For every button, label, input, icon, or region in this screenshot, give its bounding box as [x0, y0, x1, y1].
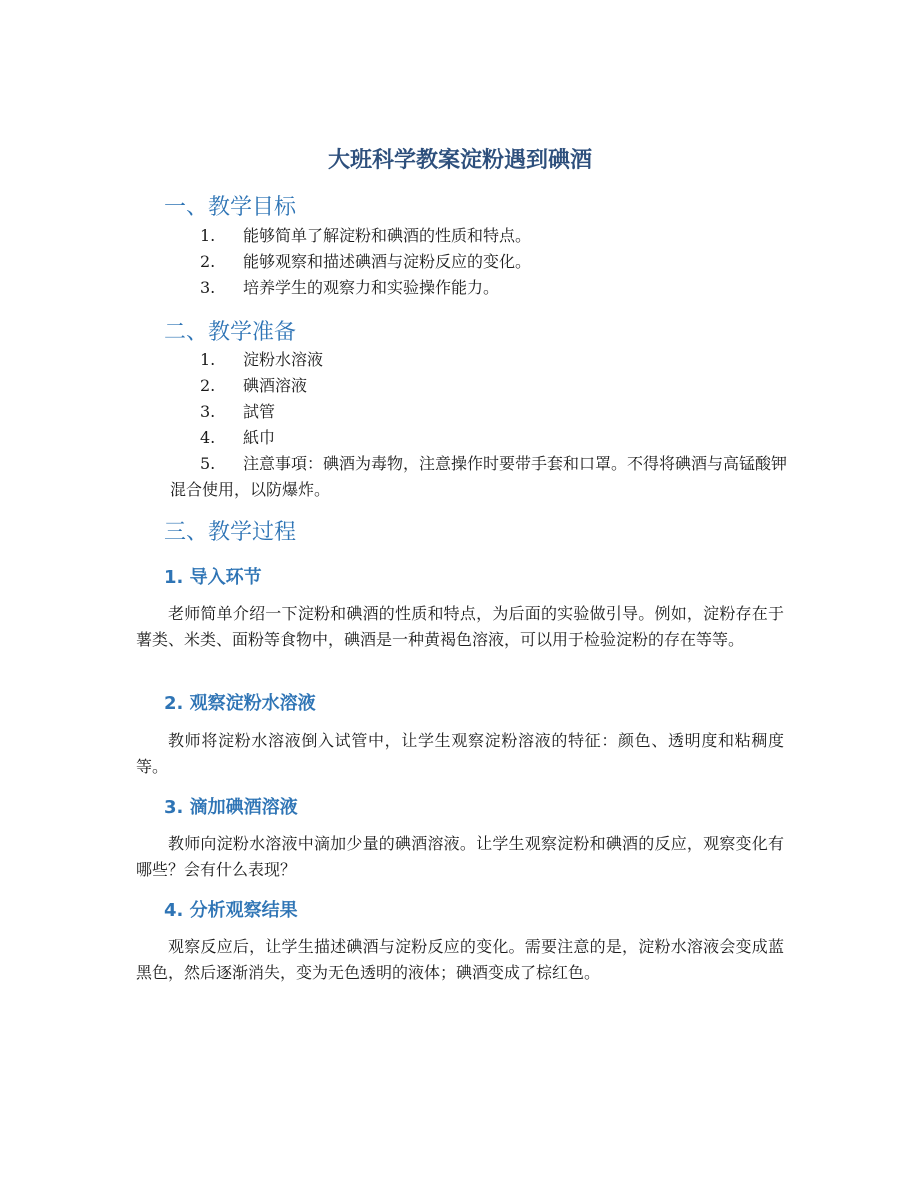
- prep-item-note: [170, 451, 790, 503]
- list-number: 3.: [200, 402, 216, 421]
- list-text: 培养学生的观察力和实验操作能力。: [243, 278, 500, 297]
- section-heading-process: 三、教学过程: [164, 520, 297, 545]
- section-heading-goals: 一、教学目标: [164, 195, 297, 220]
- prep-item: [200, 425, 275, 451]
- step-heading: 2. 观察淀粉水溶液: [164, 693, 316, 714]
- list-text: 能够简单了解淀粉和碘酒的性质和特点。: [243, 226, 532, 245]
- list-text: 能够观察和描述碘酒与淀粉反应的变化。: [243, 252, 532, 271]
- step-paragraph: 观察反应后，让学生描述碘酒与淀粉反应的变化。需要注意的是，淀粉水溶液会变成蓝黑色，然后逐渐消失，变为无色透明的液体；碘酒变成了棕红色。: [136, 937, 784, 982]
- document-title: 大班科学教案淀粉遇到碘酒: [327, 148, 592, 173]
- step-heading: 3. 滴加碘酒溶液: [164, 797, 298, 818]
- list-number: 5.: [200, 454, 216, 473]
- step-paragraph: 教师将淀粉水溶液倒入试管中，让学生观察淀粉溶液的特征：颜色、透明度和粘稠度等。: [136, 731, 784, 776]
- list-text: 注意事項：碘酒为毒物，注意操作时要带手套和口罩。不得将碘酒与高锰酸钾混合使用，以防爆炸。: [170, 454, 788, 499]
- goal-item: [200, 249, 531, 275]
- list-text: 淀粉水溶液: [243, 350, 324, 369]
- step-heading: 1. 导入环节: [164, 567, 262, 588]
- list-text: 碘酒溶液: [243, 376, 308, 395]
- list-number: 2.: [200, 252, 216, 271]
- prep-item: [200, 399, 275, 425]
- list-number: 1.: [200, 350, 216, 369]
- step-paragraph: 老师简单介绍一下淀粉和碘酒的性质和特点，为后面的实验做引导。例如，淀粉存在于薯类、米类、面粉等食物中，碘酒是一种黄褐色溶液，可以用于检验淀粉的存在等等。: [136, 604, 784, 649]
- list-number: 3.: [200, 278, 216, 297]
- list-number: 1.: [200, 226, 216, 245]
- step-heading: 4. 分析观察结果: [164, 900, 298, 921]
- step-paragraph: 教师向淀粉水溶液中滴加少量的碘酒溶液。让学生观察淀粉和碘酒的反应，观察变化有哪些？会有什么表现？: [136, 834, 784, 879]
- list-text: 試管: [243, 402, 276, 421]
- goal-item: [200, 275, 499, 301]
- prep-item: [200, 373, 307, 399]
- goal-item: [200, 223, 531, 249]
- list-number: 4.: [200, 428, 216, 447]
- list-number: 2.: [200, 376, 216, 395]
- section-heading-prep: 二、教学准备: [164, 320, 297, 345]
- list-text: 紙巾: [243, 428, 276, 447]
- prep-item: [200, 347, 323, 373]
